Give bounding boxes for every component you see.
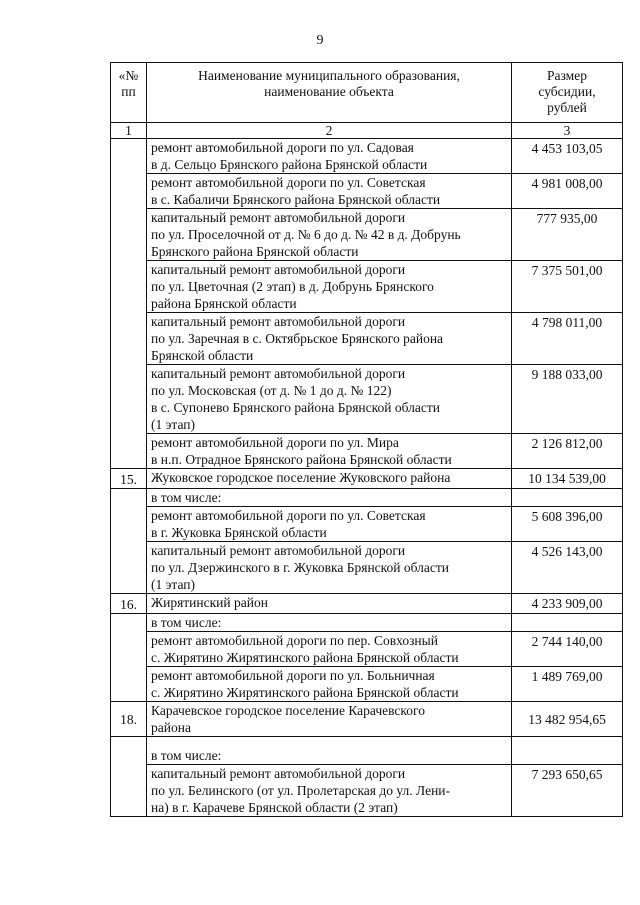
row-amount: 10 134 539,00	[512, 469, 623, 489]
row-number	[111, 139, 147, 174]
table-row	[111, 702, 623, 737]
row-name: капитальный ремонт автомобильной дороги по ул. Дзержинского в г. Жуковка Брянской области (1 этап)	[147, 542, 512, 594]
row-number	[111, 765, 147, 817]
row-name: Карачевское городское поселение Карачевского района	[147, 702, 512, 737]
table-header-row	[111, 63, 623, 123]
row-name: ремонт автомобильной дороги по ул. Советская в г. Жуковка Брянской области	[147, 507, 512, 542]
column-number: 2	[147, 123, 512, 139]
row-number	[111, 489, 147, 507]
row-name: ремонт автомобильной дороги по пер. Совхозный с. Жирятино Жирятинского района Брянской области	[147, 632, 512, 667]
table-row	[111, 489, 623, 507]
row-amount: 1 489 769,00	[512, 667, 623, 702]
table-row	[111, 737, 623, 765]
row-name: ремонт автомобильной дороги по ул. Больничная с. Жирятино Жирятинского района Брянской области	[147, 667, 512, 702]
table-row	[111, 365, 623, 434]
row-name: в том числе:	[147, 614, 512, 632]
row-number: 15.	[111, 469, 147, 489]
row-name: капитальный ремонт автомобильной дороги по ул. Московская (от д. № 1 до д. № 122) в с. Супонево Брянского района Брянской области (1 этап)	[147, 365, 512, 434]
row-number: 16.	[111, 594, 147, 614]
table-row	[111, 313, 623, 365]
table-row	[111, 765, 623, 817]
table-row	[111, 174, 623, 209]
table-row	[111, 667, 623, 702]
row-name: Жирятинский район	[147, 594, 512, 614]
row-amount: 777 935,00	[512, 209, 623, 261]
row-number	[111, 209, 147, 261]
row-number	[111, 737, 147, 765]
row-number	[111, 632, 147, 667]
column-number: 1	[111, 123, 147, 139]
table-body	[111, 139, 623, 817]
row-name: в том числе:	[147, 737, 512, 765]
row-amount: 4 453 103,05	[512, 139, 623, 174]
table-row	[111, 507, 623, 542]
row-number	[111, 667, 147, 702]
row-amount: 4 526 143,00	[512, 542, 623, 594]
row-name: ремонт автомобильной дороги по ул. Мира в н.п. Отрадное Брянского района Брянской области	[147, 434, 512, 469]
row-name: капитальный ремонт автомобильной дороги по ул. Цветочная (2 этап) в д. Добрунь Брянского района Брянской области	[147, 261, 512, 313]
row-amount	[512, 489, 623, 507]
row-amount: 9 188 033,00	[512, 365, 623, 434]
subsidy-table	[110, 62, 623, 817]
header-amount: Размер субсидии, рублей	[512, 63, 623, 123]
column-number-row	[111, 123, 623, 139]
table-row	[111, 434, 623, 469]
row-amount	[512, 737, 623, 765]
table-row	[111, 614, 623, 632]
table-row	[111, 594, 623, 614]
row-amount: 4 981 008,00	[512, 174, 623, 209]
row-name: ремонт автомобильной дороги по ул. Советская в с. Кабаличи Брянского района Брянской области	[147, 174, 512, 209]
column-number: 3	[512, 123, 623, 139]
row-name: Жуковское городское поселение Жуковского района	[147, 469, 512, 489]
row-amount: 2 744 140,00	[512, 632, 623, 667]
header-num: «№ пп	[111, 63, 147, 123]
row-name: в том числе:	[147, 489, 512, 507]
row-amount: 4 233 909,00	[512, 594, 623, 614]
row-number	[111, 313, 147, 365]
row-amount: 2 126 812,00	[512, 434, 623, 469]
row-number	[111, 174, 147, 209]
row-number	[111, 261, 147, 313]
row-number	[111, 507, 147, 542]
row-amount: 5 608 396,00	[512, 507, 623, 542]
row-name: капитальный ремонт автомобильной дороги по ул. Проселочной от д. № 6 до д. № 42 в д. Добрунь Брянского района Брянской области	[147, 209, 512, 261]
row-name: ремонт автомобильной дороги по ул. Садовая в д. Сельцо Брянского района Брянской области	[147, 139, 512, 174]
table-row	[111, 209, 623, 261]
row-name: капитальный ремонт автомобильной дороги по ул. Белинского (от ул. Пролетарская до ул. Лени- на) в г. Карачеве Брянской области (2 этап)	[147, 765, 512, 817]
row-amount	[512, 614, 623, 632]
table-row	[111, 542, 623, 594]
row-name: капитальный ремонт автомобильной дороги по ул. Заречная в с. Октябрьское Брянского района Брянской области	[147, 313, 512, 365]
table-row	[111, 261, 623, 313]
row-number: 18.	[111, 702, 147, 737]
header-name: Наименование муниципального образования, наименование объекта	[147, 63, 512, 123]
row-amount: 13 482 954,65	[512, 702, 623, 737]
row-amount: 7 293 650,65	[512, 765, 623, 817]
table-row	[111, 139, 623, 174]
row-amount: 7 375 501,00	[512, 261, 623, 313]
row-number	[111, 365, 147, 434]
row-number	[111, 614, 147, 632]
row-number	[111, 542, 147, 594]
row-amount: 4 798 011,00	[512, 313, 623, 365]
table-row	[111, 632, 623, 667]
table-row	[111, 469, 623, 489]
page-number: 9	[316, 33, 324, 48]
row-number	[111, 434, 147, 469]
